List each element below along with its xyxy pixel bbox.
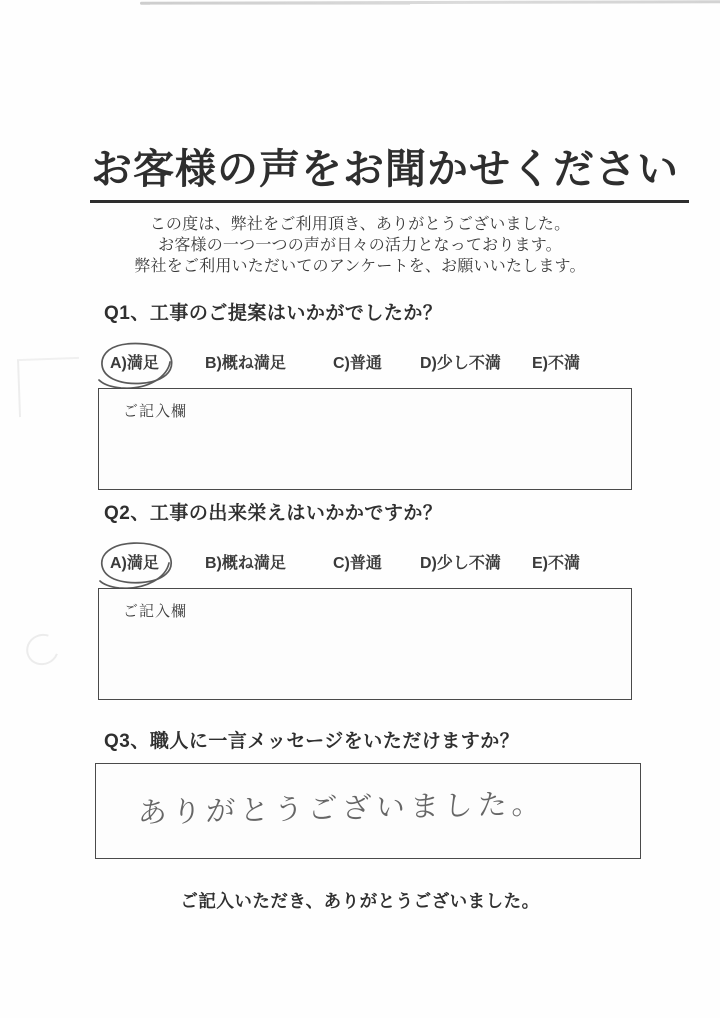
question-q2-title: Q2、工事の出来栄えはいかかですか？ (104, 503, 443, 524)
option-e-label: E)不満 (532, 355, 581, 372)
option-c-label: C)普通 (333, 355, 382, 372)
comment-box-q2 (98, 588, 632, 700)
option-b-label: B)概ね満足 (205, 555, 286, 572)
option-b-label: B)概ね満足 (205, 355, 286, 372)
title-wrap (90, 136, 689, 203)
option-a-label: A)満足 (110, 355, 159, 372)
question-q1-options-row (96, 350, 632, 374)
question-q2-options-row (96, 550, 632, 574)
comment-box-label: ご記入欄 (123, 603, 188, 620)
page-title: お客様の声をお聞かせください (90, 136, 689, 203)
intro-line-1: この度は、弊社をご利用頂き、ありがとうございました。 (149, 216, 571, 233)
answer-box-q3 (95, 763, 641, 859)
option-e-label: E)不満 (532, 555, 581, 572)
comment-box-label: ご記入欄 (123, 403, 188, 420)
question-q3-title: Q3、職人に一言メッセージをいただけますか？ (104, 731, 520, 752)
option-c-label: C)普通 (333, 555, 382, 572)
footer-thanks-note: ご記入いただき、ありがとうございました。 (180, 891, 540, 911)
scan-artifact-corner-mark (17, 357, 81, 417)
question-q1-title: Q1、工事のご提案はいかがでしたか？ (104, 303, 443, 324)
intro-line-3: 弊社をご利用いただいてのアンケートを、お願いいたします。 (134, 258, 586, 275)
option-d-label: D)少し不満 (420, 355, 501, 372)
scan-artifact-top-edge-faint (150, 4, 410, 5)
scan-artifact-punch-hole (21, 628, 64, 670)
option-d-label: D)少し不満 (420, 555, 501, 572)
intro-text (0, 214, 720, 277)
comment-box-q1 (98, 388, 632, 490)
handwritten-answer: ありがとうございました。 (137, 788, 547, 830)
intro-line-2: お客様の一つ一つの声が日々の活力となっております。 (158, 237, 562, 254)
option-a-label: A)満足 (110, 555, 159, 572)
